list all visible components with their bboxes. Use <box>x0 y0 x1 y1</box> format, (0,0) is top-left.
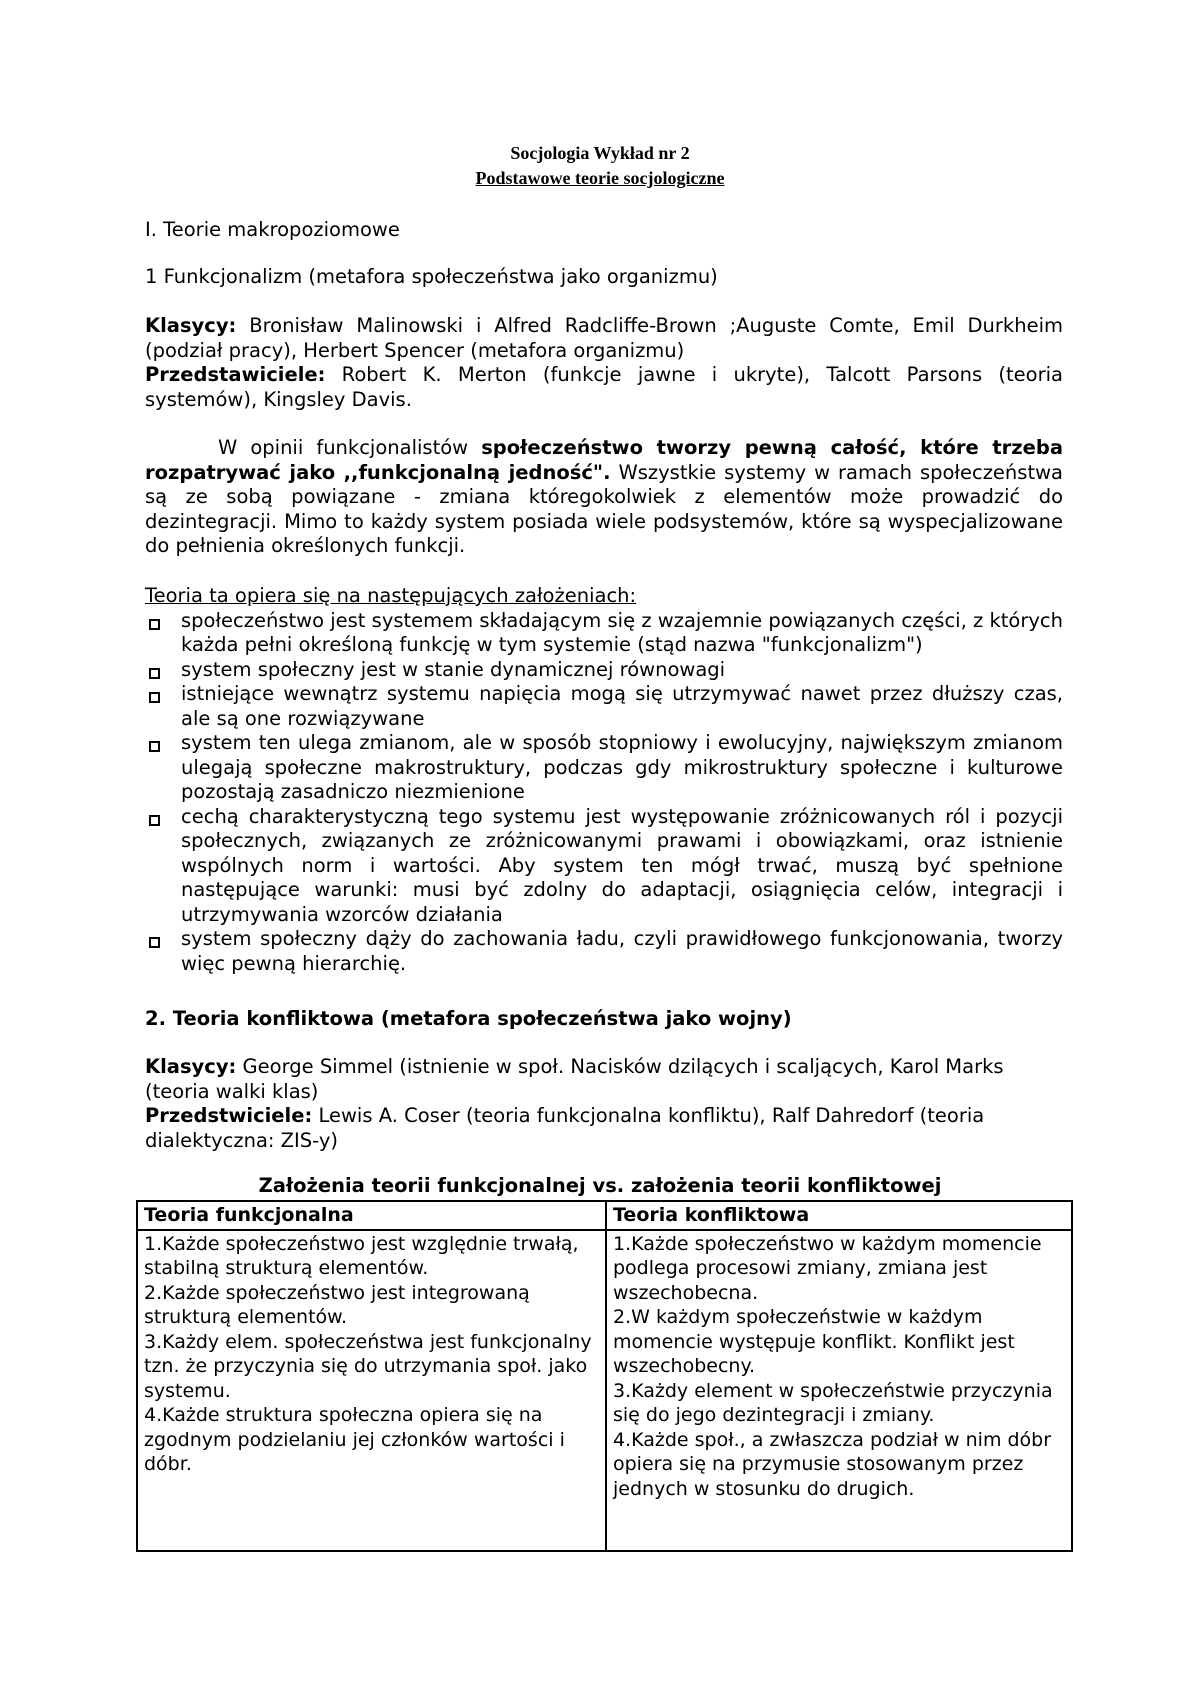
table-cell-item: 3.Każdy element w społeczeństwie przyczynia się do jego dezintegracji i zmiany. <box>613 1379 1053 1426</box>
przedstawiciele-label: Przedstawiciele: <box>145 363 326 386</box>
column-header-conflict: Teoria konfliktowa <box>606 1201 1072 1230</box>
list-item: system społeczny jest w stanie dynamicznej równowagi <box>145 658 1063 683</box>
przedstawiciele-text: Lewis A. Coser (teoria funkcjonalna konfliktu), Ralf Dahredorf (teoria dialektyczna: ZIS-y) <box>145 1104 985 1152</box>
przedstawiciele-paragraph <box>145 1104 1063 1153</box>
paragraph-bold-claim: społeczeństwo tworzy pewną całość, które trzeba rozpatrywać jako ,,funkcjonalną jedność". <box>145 436 1063 484</box>
conflict-authors <box>145 1055 1063 1153</box>
list-item: istniejące wewnątrz systemu napięcia mogą się utrzymywać nawet przez dłuższy czas, ale są one rozwiązywane <box>145 682 1063 731</box>
table-cell-item: 1.Każde społeczeństwo w każdym momencie podlega procesowi zmiany, zmiana jest wszechobecna. <box>613 1232 1042 1304</box>
table-cell-item: 4.Każde społ., a zwłaszcza podział w nim dóbr opiera się na przymusie stosowanym przez jednych w stosunku do drugich. <box>613 1428 1052 1500</box>
table-row <box>137 1230 1072 1551</box>
paragraph-intro: W opinii funkcjonalistów <box>218 436 482 459</box>
table-cell-item: 2.Każde społeczeństwo jest integrowaną strukturą elementów. <box>144 1281 530 1328</box>
table-cell-item: 3.Każdy elem. społeczeństwa jest funkcjonalny tzn. że przyczynia się do utrzymania społ. jako systemu. <box>144 1330 592 1402</box>
subsection-heading-conflict: 2. Teoria konfliktowa (metafora społeczeństwa jako wojny) <box>145 1007 792 1030</box>
list-item: społeczeństwo jest systemem składającym się z wzajemnie powiązanych części, z których każda pełni określoną funkcję w tym systemie (stąd nazwa "funkcjonalizm") <box>145 609 1063 658</box>
przedstawiciele-paragraph <box>145 363 1063 412</box>
section-heading: I. Teorie makropoziomowe <box>145 218 400 241</box>
list-item: cechą charakterystyczną tego systemu jest występowanie zróżnicowanych ról i pozycji społecznych, związanych ze zróżnicowanymi prawami i obowiązkami, oraz istnienie wspólnych norm i wartości. Aby system ten mógł trwać, muszą być spełnione następujące warunki: musi być zdolny do adaptacji, osiągnięcia celów, integracji i utrzymywania wzorców działania <box>145 805 1063 928</box>
assumptions-list <box>145 609 1063 977</box>
list-intro: Teoria ta opiera się na następujących założeniach: <box>145 584 637 607</box>
assumptions-block <box>145 584 1063 976</box>
list-item: system ten ulega zmianom, ale w sposób stopniowy i ewolucyjny, największym zmianom ulegają społeczne makrostruktury, podczas gdy mikrostruktury społeczne i kulturowe pozostają zasadniczo niezmienione <box>145 731 1063 805</box>
table-cell-conflict <box>606 1230 1072 1551</box>
list-item: system społeczny dąży do zachowania ładu, czyli prawidłowego funkcjonowania, tworzy więc pewną hierarchię. <box>145 927 1063 976</box>
document-title: Socjologia Wykład nr 2 <box>510 143 690 163</box>
functionalism-authors <box>145 314 1063 412</box>
table-caption: Założenia teorii funkcjonalnej vs. założenia teorii konfliktowej <box>258 1174 942 1197</box>
table-cell-item: 1.Każde społeczeństwo jest względnie trwałą, stabilną strukturą elementów. <box>144 1232 579 1279</box>
klasycy-label: Klasycy: <box>145 1055 237 1078</box>
functionalism-paragraph <box>145 436 1063 559</box>
klasycy-text: George Simmel (istnienie w społ. Nacisków dzilących i scaljących, Karol Marks (teoria walki klas) <box>145 1055 1004 1103</box>
przedstawiciele-label: Przedstwiciele: <box>145 1104 313 1127</box>
table-cell-functional <box>137 1230 606 1551</box>
table-cell-item: 4.Każde struktura społeczna opiera się na zgodnym podzielaniu jej członków wartości i dóbr. <box>144 1404 565 1475</box>
klasycy-text: Bronisław Malinowski i Alfred Radcliffe-Brown ;Auguste Comte, Emil Durkheim (podział pracy), Herbert Spencer (metafora organizmu) <box>145 314 1063 362</box>
comparison-table <box>136 1200 1073 1552</box>
klasycy-paragraph <box>145 314 1063 363</box>
przedstawiciele-text: Robert K. Merton (funkcje jawne i ukryte), Talcott Parsons (teoria systemów), Kingsley Davis. <box>145 363 1063 411</box>
paragraph-rest: Wszystkie systemy w ramach społeczeństwa są ze sobą powiązane - zmiana któregokolwiek z elementów może prowadzić do dezintegracji. Mimo to każdy system posiada wiele podsystemów, które są wyspecjalizowane do pełnienia określonych funkcji. <box>145 460 1063 557</box>
table-header-row <box>137 1201 1072 1230</box>
document-subtitle: Podstawowe teorie socjologiczne <box>475 168 725 188</box>
column-header-functional: Teoria funkcjonalna <box>137 1201 606 1230</box>
klasycy-label: Klasycy: <box>145 314 237 337</box>
klasycy-paragraph <box>145 1055 1063 1104</box>
table-cell-item: 2.W każdym społeczeństwie w każdym momencie występuje konflikt. Konflikt jest wszechobecny. <box>613 1306 1015 1377</box>
subsection-heading-functionalism: 1 Funkcjonalizm (metafora społeczeństwa jako organizmu) <box>145 265 718 288</box>
